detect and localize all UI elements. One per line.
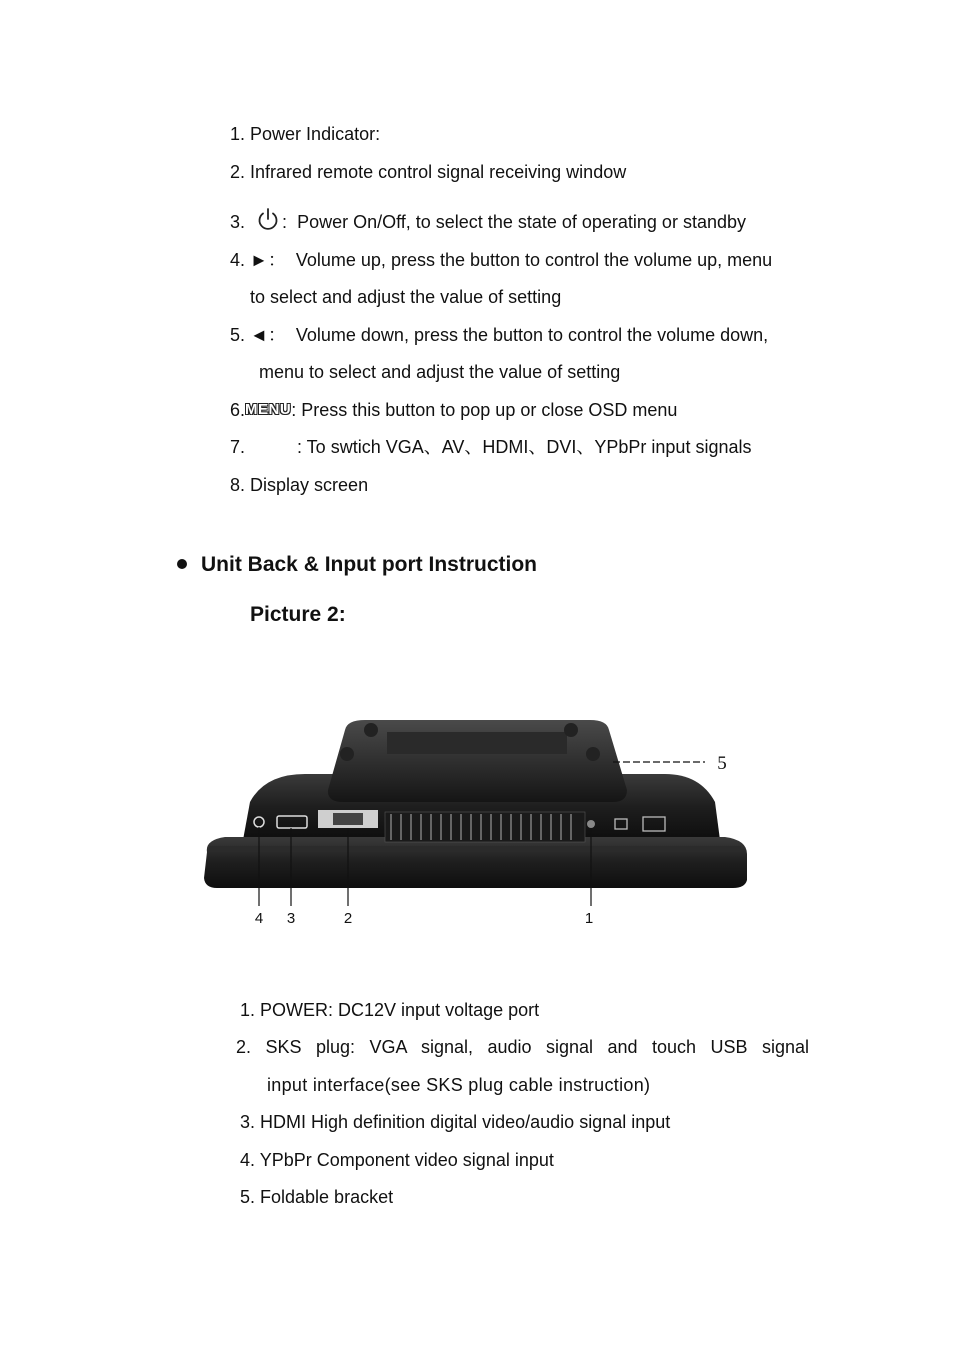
callout-2: 2 (343, 910, 353, 927)
item-number: 5. (230, 325, 246, 345)
front-item-8 (230, 474, 368, 496)
front-item-4-cont: to select and adjust the value of setting (250, 287, 562, 307)
section-heading: Unit Back & Input port Instruction (201, 553, 537, 576)
back-item-5: 5. Foldable bracket (240, 1187, 394, 1207)
separator: : (282, 212, 288, 232)
power-port (587, 820, 595, 828)
item-text: Display screen (250, 475, 369, 495)
menu-logo: MENU (245, 401, 292, 418)
item-number: 1. (230, 124, 246, 144)
item-number: 2. (230, 162, 246, 182)
item-text: Volume up, press the button to control the volume up, menu (295, 250, 773, 270)
volume-up-icon: ►： (250, 250, 286, 270)
item-text: : Press this button to pop up or close OSD menu (291, 400, 678, 420)
back-item-2: 2. SKS plug: VGA signal, audio signal and touch USB signal (236, 1037, 809, 1057)
front-item-5 (230, 324, 768, 346)
bullet-icon (177, 559, 187, 569)
front-item-5-cont: menu to select and adjust the value of setting (259, 362, 621, 382)
volume-down-icon: ◄： (250, 325, 286, 345)
item-text: : To swtich VGA、AV、HDMI、DVI、YPbPr input signals (297, 437, 752, 457)
item-text: Power On/Off, to select the state of operating or standby (297, 212, 746, 232)
item-number: 6. (230, 400, 246, 420)
back-item-4: 4. YPbPr Component video signal input (240, 1150, 554, 1170)
item-text: Volume down, press the button to control the volume down, (295, 325, 769, 345)
item-number: 3. (230, 212, 246, 232)
front-item-1 (230, 123, 380, 145)
item-number: 4. (230, 250, 246, 270)
back-item-2-cont: input interface(see SKS plug cable instruction) (267, 1075, 651, 1095)
item-number: 8. (230, 475, 246, 495)
callout-3: 3 (286, 910, 296, 927)
front-item-7 (230, 436, 751, 458)
power-icon (256, 208, 280, 232)
back-item-3: 3. HDMI High definition digital video/audio signal input (240, 1112, 671, 1132)
front-item-3 (230, 208, 746, 233)
item-number: 7. (230, 437, 246, 457)
picture-label: Picture 2: (250, 603, 346, 626)
callout-5: 5 (717, 753, 727, 774)
callout-4: 4 (254, 910, 264, 927)
front-item-4 (230, 249, 772, 271)
front-item-6 (230, 399, 677, 421)
item-text: Infrared remote control signal receiving window (250, 162, 627, 182)
back-item-1: 1. POWER: DC12V input voltage port (240, 1000, 540, 1020)
front-item-2 (230, 161, 626, 183)
item-text: Power Indicator: (250, 124, 381, 144)
monitor-back-illustration (195, 712, 755, 932)
callout-1: 1 (584, 910, 594, 927)
